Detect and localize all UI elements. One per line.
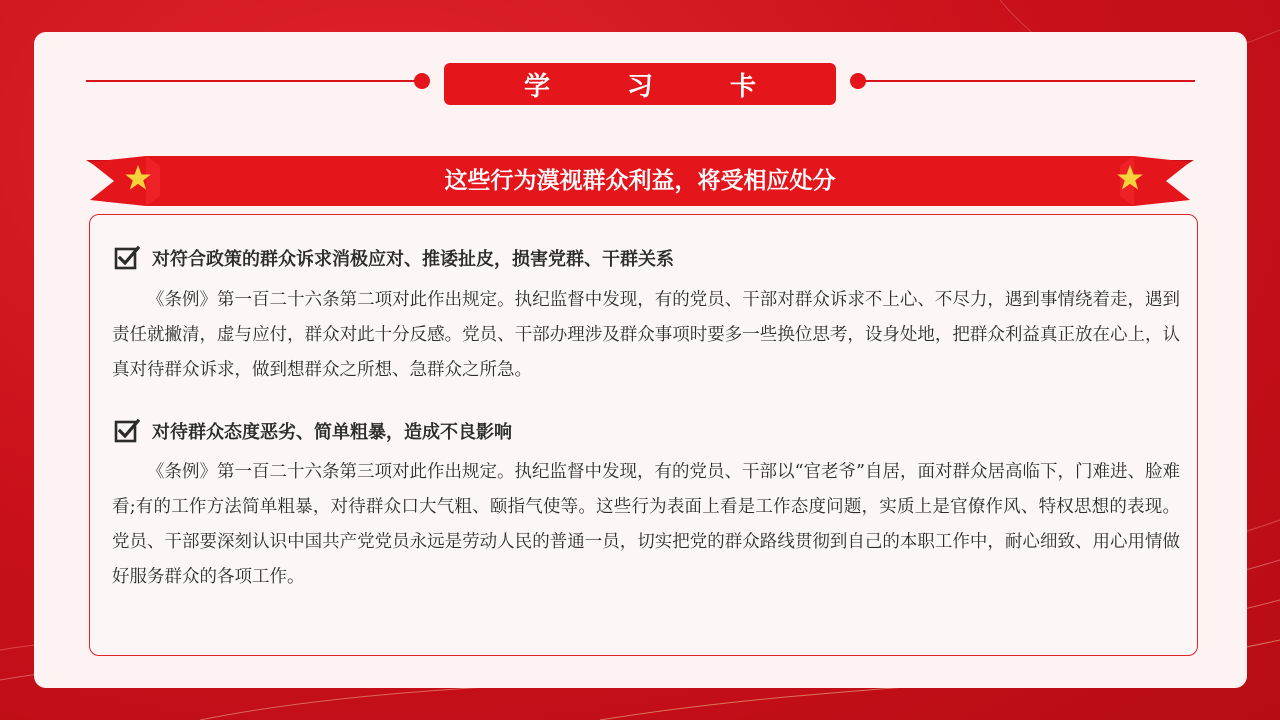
star-icon-left — [124, 164, 152, 192]
card-title: 学 习 卡 — [444, 63, 836, 105]
section-heading-2 — [114, 417, 512, 445]
checkbox-checked-icon — [114, 418, 140, 444]
section-body-2: 《条例》第一百二十六条第三项对此作出规定。执纪监督中发现，有的党员、干部以“官老爷”自居，面对群众居高临下，门难进、脸难看;有的工作方法简单粗暴，对待群众口大气粗、颐指气使等。这些行为表面上看是工作态度问题，实质上是官僚作风、特权思想的表现。党员、干部要深刻认识中国共产党党员永远是劳动人民的普通一员，切实把党的群众路线贯彻到自己的本职工作中，耐心细致、用心用情做好服务群众的各项工作。 — [112, 462, 1180, 587]
star-icon-right — [1116, 164, 1144, 192]
banner-title: 这些行为漠视群众利益，将受相应处分 — [444, 167, 836, 194]
checkbox-checked-icon — [114, 245, 140, 271]
section-heading-text: 对符合政策的群众诉求消极应对、推诿扯皮，损害党群、干群关系 — [152, 249, 674, 270]
section-body-1: 《条例》第一百二十六条第二项对此作出规定。执纪监督中发现，有的党员、干部对群众诉求不上心、不尽力，遇到事情绕着走，遇到责任就撇清，虚与应付，群众对此十分反感。党员、干部办理涉及群众事项时要多一些换位思考，设身处地，把群众利益真正放在心上，认真对待群众诉求，做到想群众之所想、急群众之所急。 — [112, 290, 1180, 380]
section-heading-text: 对待群众态度恶劣、简单粗暴，造成不良影响 — [152, 422, 512, 443]
section-heading-1 — [114, 244, 674, 272]
header-line-left — [86, 80, 416, 82]
header-dot-left — [414, 73, 430, 89]
header-dot-right — [850, 73, 866, 89]
header-line-right — [864, 80, 1195, 82]
